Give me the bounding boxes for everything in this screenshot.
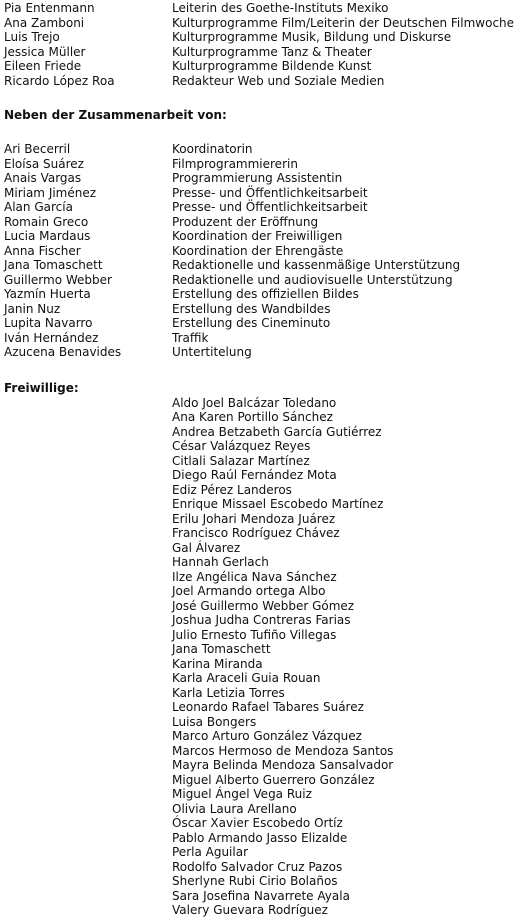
volunteer-name: Julio Ernesto Tufiño Villegas [172, 627, 337, 642]
person-role: Untertitelung [172, 345, 252, 359]
volunteers-heading: Freiwillige: [4, 380, 79, 395]
person-name: Lupita Navarro [4, 316, 93, 330]
volunteer-name: Perla Aguilar [172, 845, 249, 859]
person-role: Kulturprogramme Film/Leiterin der Deutschen Filmwoche [172, 15, 515, 30]
person-name: Guillermo Webber [4, 272, 112, 287]
volunteer-name: Joel Armando ortega Albo [172, 584, 326, 598]
volunteer-name: Óscar Xavier Escobedo Ortíz [172, 816, 343, 830]
person-name: Romain Greco [4, 214, 89, 229]
person-role: Presse- und Öffentlichkeitsarbeit [172, 185, 368, 200]
collaborator-row [0, 200, 520, 215]
volunteer-name: Joshua Judha Contreras Farias [172, 613, 351, 627]
collaborator-row [0, 244, 520, 259]
volunteer-name: Mayra Belinda Mendoza Sansalvador [172, 758, 394, 772]
volunteer-name: Karina Miranda [172, 656, 263, 671]
volunteer-name: Miguel Alberto Guerrero González [172, 772, 375, 787]
person-role: Koordination der Ehrengäste [172, 243, 344, 258]
person-role: Produzent der Eröffnung [172, 214, 319, 229]
person-role: Kulturprogramme Musik, Bildung und Diskurse [172, 30, 452, 44]
volunteer-name: Leonardo Rafael Tabares Suárez [172, 700, 364, 714]
volunteer-name: Valery Guevara Rodríguez [172, 903, 328, 917]
person-name: Ari Becerril [4, 142, 71, 156]
volunteer-list [0, 396, 520, 918]
collaborator-row [0, 345, 520, 360]
person-name: Luis Trejo [4, 30, 60, 44]
person-role: Koordinatorin [172, 142, 253, 156]
volunteer-name: Andrea Betzabeth García Gutiérrez [172, 424, 382, 439]
team-row [0, 30, 520, 45]
person-name: Azucena Benavides [4, 345, 122, 359]
person-role: Erstellung des Wandbildes [172, 301, 331, 316]
volunteer-name: Karla Letizia Torres [172, 685, 285, 700]
team-row [0, 74, 520, 89]
collaborator-row [0, 171, 520, 186]
person-name: Lucia Mardaus [4, 229, 91, 243]
person-name: Anais Vargas [4, 171, 82, 185]
collaborator-row [0, 273, 520, 288]
volunteer-name: Luisa Bongers [172, 714, 257, 729]
person-role: Leiterin des Goethe-Instituts Mexiko [172, 1, 389, 15]
volunteer-name: Karla Araceli Guia Rouan [172, 671, 321, 685]
person-name: Jana Tomaschett [4, 258, 103, 272]
volunteer-name: Pablo Armando Jasso Elizalde [172, 830, 348, 845]
volunteer-name: Sara Josefina Navarrete Ayala [172, 888, 350, 903]
collaborator-row [0, 302, 520, 317]
person-role: Programmierung Assistentin [172, 171, 343, 185]
team-row [0, 16, 520, 31]
person-name: Iván Hernández [4, 330, 99, 345]
volunteer-name: Sherlyne Rubi Cirio Bolaños [172, 874, 338, 888]
volunteer-name: César Valázquez Reyes [172, 439, 311, 453]
person-name: Ana Zamboni [4, 15, 85, 30]
person-role: Erstellung des Cineminuto [172, 316, 331, 330]
team-row [0, 59, 520, 74]
collaborator-row [0, 287, 520, 302]
person-name: Eloísa Suárez [4, 156, 84, 171]
volunteer-name: José Guillermo Webber Gómez [172, 598, 355, 613]
collaborator-row [0, 186, 520, 201]
collaborator-row [0, 331, 520, 346]
collaboration-list [0, 142, 520, 360]
person-role: Filmprogrammiererin [172, 156, 298, 171]
collaborator-row [0, 258, 520, 273]
person-role: Presse- und Öffentlichkeitsarbeit [172, 200, 368, 214]
collaborator-row [0, 215, 520, 230]
person-name: Ricardo López Roa [4, 73, 115, 88]
person-role: Redaktionelle und audiovisuelle Unterstützung [172, 272, 453, 287]
person-name: Janin Nuz [4, 301, 61, 316]
person-name: Jessica Müller [4, 44, 86, 59]
volunteer-name: Rodolfo Salvador Cruz Pazos [172, 859, 343, 874]
volunteer-name: Gal Álvarez [172, 540, 241, 555]
person-name: Alan García [4, 200, 73, 214]
team-row [0, 1, 520, 16]
volunteer-name: Ilze Angélica Nava Sánchez [172, 569, 337, 584]
volunteer-name: Aldo Joel Balcázar Toledano [172, 395, 337, 410]
person-role: Redakteur Web und Soziale Medien [172, 73, 385, 88]
volunteer-name: Hannah Gerlach [172, 555, 269, 569]
volunteer-name: Enrique Missael Escobedo Martínez [172, 497, 384, 511]
volunteer-name: Marcos Hermoso de Mendoza Santos [172, 743, 394, 758]
person-name: Miriam Jiménez [4, 185, 97, 200]
volunteer-name: Diego Raúl Fernández Mota [172, 468, 337, 482]
person-role: Kulturprogramme Bildende Kunst [172, 59, 372, 73]
volunteer-name: Citlali Salazar Martínez [172, 453, 310, 468]
person-role: Traffik [172, 330, 209, 345]
collaboration-heading: Neben der Zusammenarbeit von: [4, 108, 227, 122]
person-role: Kulturprogramme Tanz & Theater [172, 44, 372, 59]
person-name: Anna Fischer [4, 243, 81, 258]
volunteer-name: Olivia Laura Arellano [172, 801, 297, 816]
volunteer-name: Marco Arturo González Vázquez [172, 729, 362, 743]
volunteer-name: Ana Karen Portillo Sánchez [172, 410, 333, 424]
person-name: Yazmín Huerta [4, 287, 91, 301]
person-role: Redaktionelle und kassenmäßige Unterstützung [172, 258, 461, 272]
collaborator-row [0, 316, 520, 331]
team-row [0, 45, 520, 60]
volunteer-name: Erilu Johari Mendoza Juárez [172, 511, 336, 526]
person-name: Pia Entenmann [4, 1, 95, 15]
team-list [0, 0, 520, 88]
volunteer-name: Ediz Pérez Landeros [172, 482, 292, 497]
person-role: Erstellung des offiziellen Bildes [172, 287, 359, 301]
collaborator-row [0, 229, 520, 244]
volunteer-name: Miguel Ángel Vega Ruiz [172, 787, 312, 801]
volunteer-name: Francisco Rodríguez Chávez [172, 526, 340, 540]
person-name: Eileen Friede [4, 59, 82, 73]
collaborator-row [0, 157, 520, 172]
collaborator-row [0, 142, 520, 157]
person-role: Koordination der Freiwilligen [172, 229, 343, 243]
volunteer-name: Jana Tomaschett [172, 642, 271, 656]
